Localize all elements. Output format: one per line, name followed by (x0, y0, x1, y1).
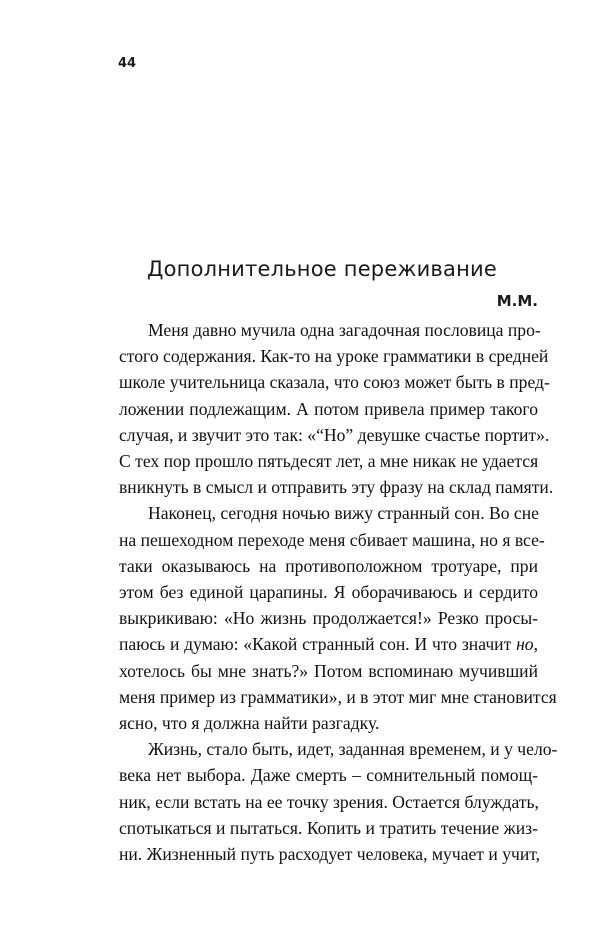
text-line: века нет выбора. Даже смерть – сомнительный помощ- (119, 765, 538, 786)
text-line: таки оказываюсь на противоположном тротуаре, при (119, 555, 538, 576)
paragraph-3 (119, 736, 558, 867)
text-line: ложении подлежащим. А потом привела пример такого (119, 398, 538, 419)
text-line: С тех пор прошло пятьдесят лет, а мне никак не удается (119, 451, 539, 472)
text-line: стого содержания. Как-то на уроке грамматики в средней (119, 346, 549, 367)
author-initials: М.М. (496, 292, 538, 310)
text-line: ясно, что я должна найти разгадку. (119, 713, 380, 734)
text-line: меня пример из грамматики», и в этот миг мне становится (119, 686, 557, 707)
body-text (119, 317, 558, 867)
text-line: ник, если встать на ее точку зрения. Остается блуждать, (119, 791, 539, 812)
text-line: школе учительница сказала, что союз может быть в пред- (119, 372, 550, 393)
text-line: хотелось бы мне знать?» Потом вспоминаю мучивший (119, 660, 538, 681)
page-number: 44 (118, 56, 137, 71)
text-line: Меня давно мучила одна загадочная пословица про- (148, 320, 541, 340)
text-line: Жизнь, стало быть, идет, заданная временем, и у чело- (148, 739, 558, 760)
text-line: вникнуть в смысл и отправить эту фразу на склад памяти. (119, 477, 554, 498)
text-line: случая, и звучит это так: «“Но” девушке счастье портит». (119, 424, 550, 445)
text-line: выкрикиваю: «Но жизнь продолжается!» Резко просы- (119, 608, 538, 629)
paragraph-1 (119, 317, 554, 500)
text-line: паюсь и думаю: «Какой странный сон. И что значит но, (119, 634, 538, 655)
emphasis-word: но (516, 634, 534, 655)
paragraph-2 (119, 500, 557, 736)
chapter-title: Дополнительное переживание (147, 257, 497, 281)
text-line: спотыкаться и пытаться. Копить и тратить течение жиз- (119, 817, 538, 838)
text-line: на пешеходном переходе меня сбивает машина, но я все- (119, 529, 545, 550)
text-line: Наконец, сегодня ночью вижу странный сон. Во сне (148, 503, 539, 524)
text-line: ни. Жизненный путь расходует человека, мучает и учит, (119, 844, 541, 865)
text-line: этом без единой царапины. Я оборачиваюсь и сердито (119, 582, 538, 603)
